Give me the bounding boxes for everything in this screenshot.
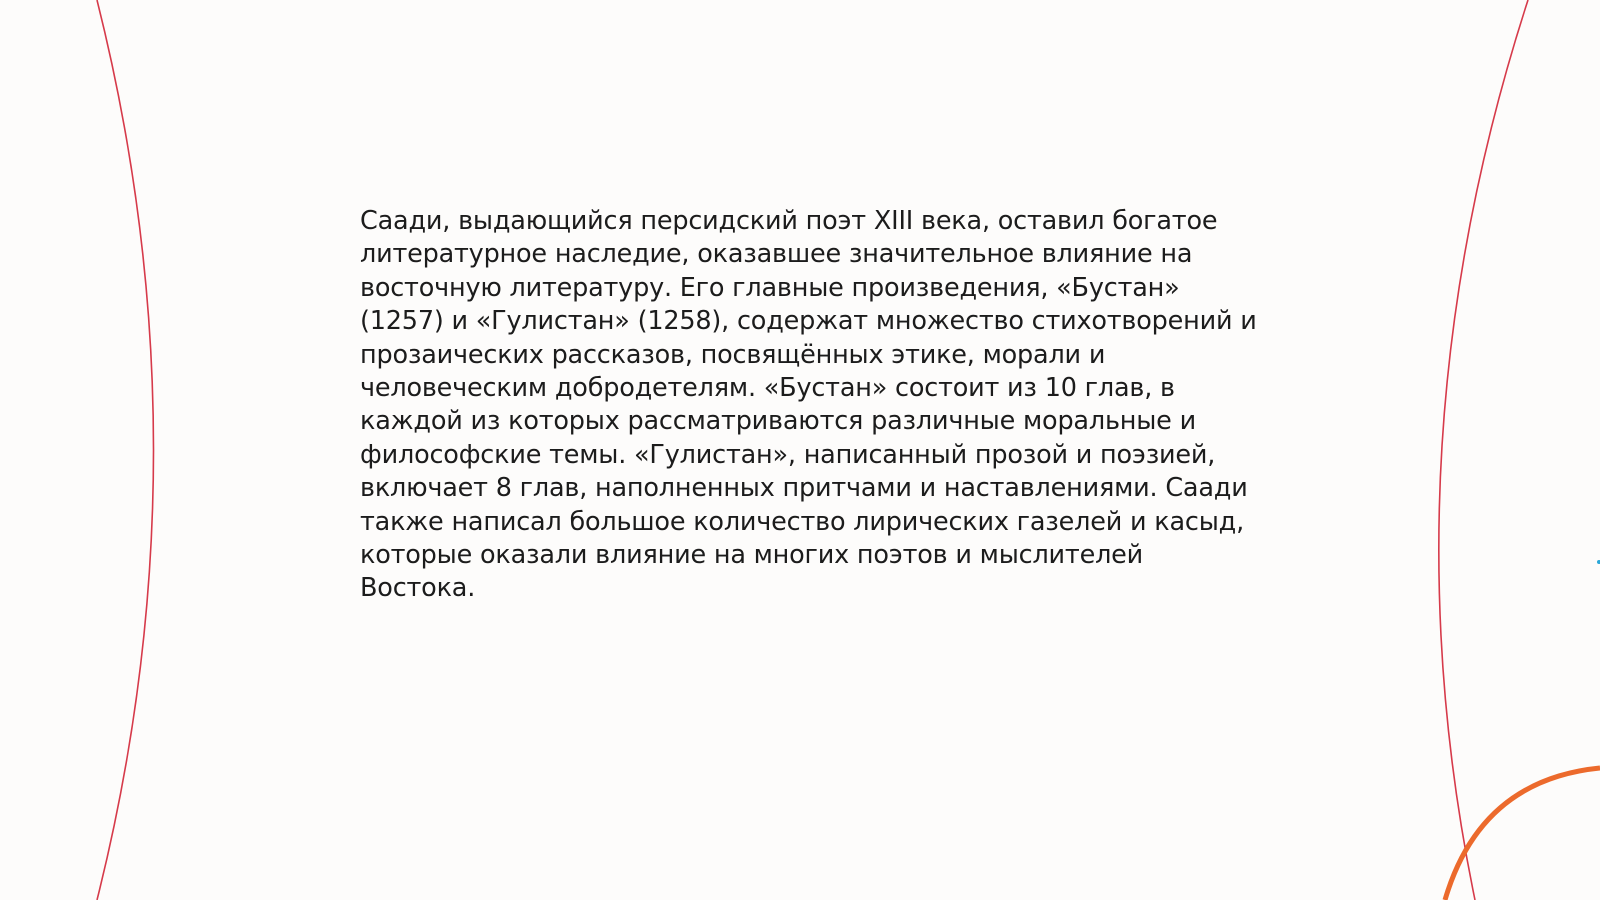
orange-arc — [1445, 768, 1600, 900]
left-curve-line — [97, 0, 154, 900]
body-paragraph: Саади, выдающийся персидский поэт XIII века, оставил богатое литературное наследие, оказавшее значительное влияние на восточную литературу. Его главные произведения, «Бустан» (1257) и «Гулистан» (1258), содержат множество стихотворений и прозаических рассказов, посвящённых этике, морали и человеческим добродетелям. «Бустан» состоит из 10 глав, в каждой из которых рассматриваются различные моральные и философские темы. «Гулистан», написанный прозой и поэзией, включает 8 глав, наполненных притчами и наставлениями. Саади также написал большое количество лирических газелей и касыд, которые оказали влияние на многих поэтов и мыслителей Востока. — [360, 206, 1257, 604]
right-curve-line — [1439, 0, 1528, 900]
